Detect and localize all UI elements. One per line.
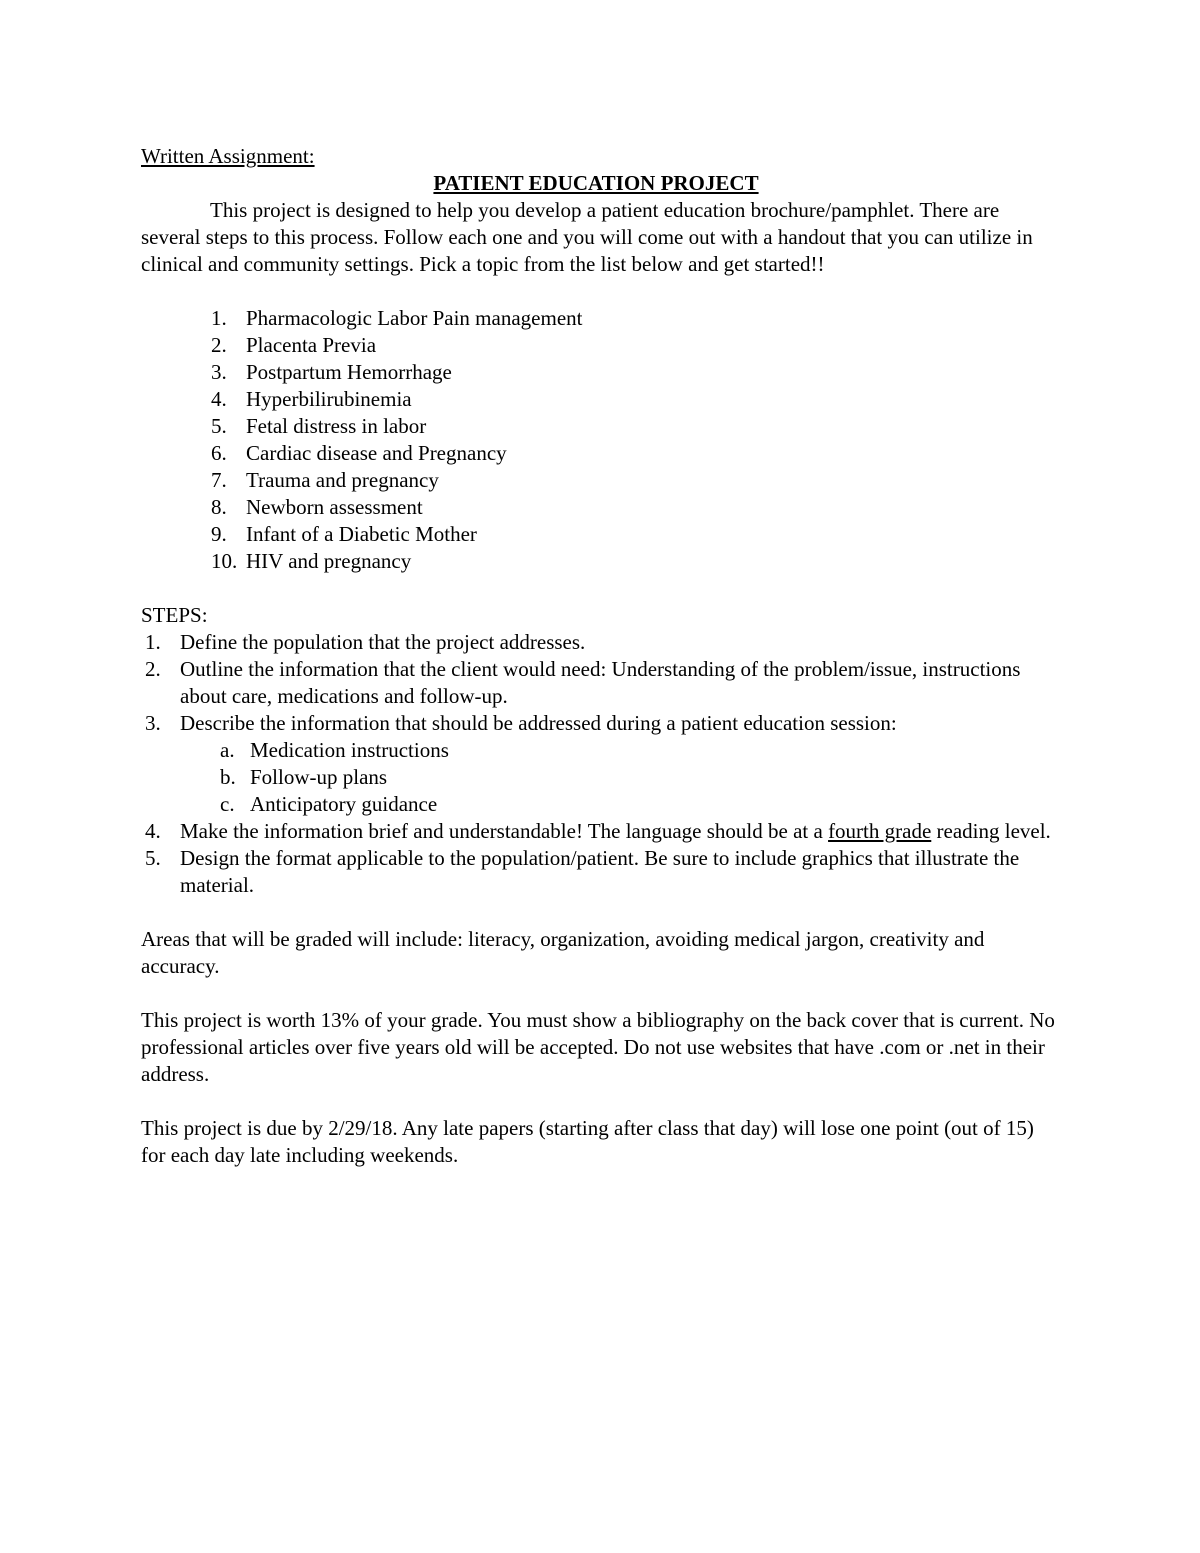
topic-item (141, 467, 1061, 494)
topic-item (141, 548, 1061, 575)
topic-number: 8. (211, 495, 227, 519)
topic-item (141, 386, 1061, 413)
sub-item-text: Medication instructions (250, 738, 449, 762)
topic-number: 5. (211, 414, 227, 438)
topic-number: 2. (211, 333, 227, 357)
topic-text: Fetal distress in labor (246, 414, 427, 438)
step-item (141, 710, 1061, 818)
topic-number: 7. (211, 468, 227, 492)
step-number: 1. (145, 630, 161, 654)
step-text: Describe the information that should be addressed during a patient education session: (180, 711, 897, 735)
topic-text: Newborn assessment (246, 495, 423, 519)
step-sub-item (180, 764, 1061, 791)
grading-paragraph: Areas that will be graded will include: literacy, organization, avoiding medical jargon, creativity and accuracy. (141, 927, 985, 978)
intro-paragraph: This project is designed to help you develop a patient education brochure/pamphlet. There are several steps to this process. Follow each one and you will come out with a handout that you can utilize in clinical and community settings. Pick a topic from the list below and get started!! (141, 198, 1033, 276)
step-sub-item (180, 737, 1061, 764)
topic-item (141, 494, 1061, 521)
step-number: 4. (145, 819, 161, 843)
step-text-after: reading level. (931, 819, 1051, 843)
step-item (141, 656, 1061, 710)
topic-item (141, 413, 1061, 440)
topic-item (141, 440, 1061, 467)
step-sub-list (180, 737, 1061, 818)
paragraph-spacer (141, 899, 1061, 926)
step-item (141, 629, 1061, 656)
worth-paragraph: This project is worth 13% of your grade. You must show a bibliography on the back cover that is current. No professional articles over five years old will be accepted. Do not use websites that have .com or .net in their address. (141, 1008, 1055, 1086)
step-text-underlined: fourth grade (828, 819, 932, 843)
topic-number: 9. (211, 522, 227, 546)
sub-item-text: Follow-up plans (250, 765, 388, 789)
due-date-paragraph: This project is due by 2/29/18. Any late papers (starting after class that day) will lose one point (out of 15) for each day late including weekends. (141, 1116, 1034, 1167)
topic-text: Postpartum Hemorrhage (246, 360, 452, 384)
sub-item-letter: a. (220, 738, 235, 762)
step-text: Define the population that the project addresses. (180, 630, 586, 654)
topic-number: 3. (211, 360, 227, 384)
topic-item (141, 521, 1061, 548)
topic-number: 6. (211, 441, 227, 465)
topic-item (141, 305, 1061, 332)
topic-text: Cardiac disease and Pregnancy (246, 441, 507, 465)
step-number: 3. (145, 711, 161, 735)
paragraph-spacer (141, 1088, 1061, 1115)
sub-item-text: Anticipatory guidance (250, 792, 438, 816)
step-item (141, 818, 1061, 845)
topic-item (141, 359, 1061, 386)
step-number: 2. (145, 657, 161, 681)
step-text (180, 819, 1051, 843)
sub-item-letter: c. (220, 792, 235, 816)
topic-text: Infant of a Diabetic Mother (246, 522, 477, 546)
paragraph-spacer (141, 980, 1061, 1007)
page-title: PATIENT EDUCATION PROJECT (433, 171, 759, 195)
topic-number: 10. (211, 549, 238, 573)
topic-number: 4. (211, 387, 227, 411)
step-sub-item (180, 791, 1061, 818)
topic-text: Hyperbilirubinemia (246, 387, 412, 411)
steps-heading: STEPS: (141, 603, 208, 627)
step-text-before: Make the information brief and understandable! The language should be at a (180, 819, 829, 843)
document-body (141, 143, 1061, 1169)
step-item (141, 845, 1061, 899)
sub-item-letter: b. (220, 765, 236, 789)
step-number: 5. (145, 846, 161, 870)
topic-text: Trauma and pregnancy (246, 468, 439, 492)
assignment-label: Written Assignment: (141, 144, 315, 168)
topic-text: Placenta Previa (246, 333, 377, 357)
topic-list (141, 305, 1061, 575)
topic-text: Pharmacologic Labor Pain management (246, 306, 583, 330)
topic-item (141, 332, 1061, 359)
topic-text: HIV and pregnancy (246, 549, 412, 573)
step-text: Outline the information that the client would need: Understanding of the problem/issue, instructions about care, medications and follow-up. (180, 657, 1021, 708)
step-text: Design the format applicable to the population/patient. Be sure to include graphics that illustrate the material. (180, 846, 1020, 897)
topic-number: 1. (211, 306, 227, 330)
steps-list (141, 629, 1061, 899)
